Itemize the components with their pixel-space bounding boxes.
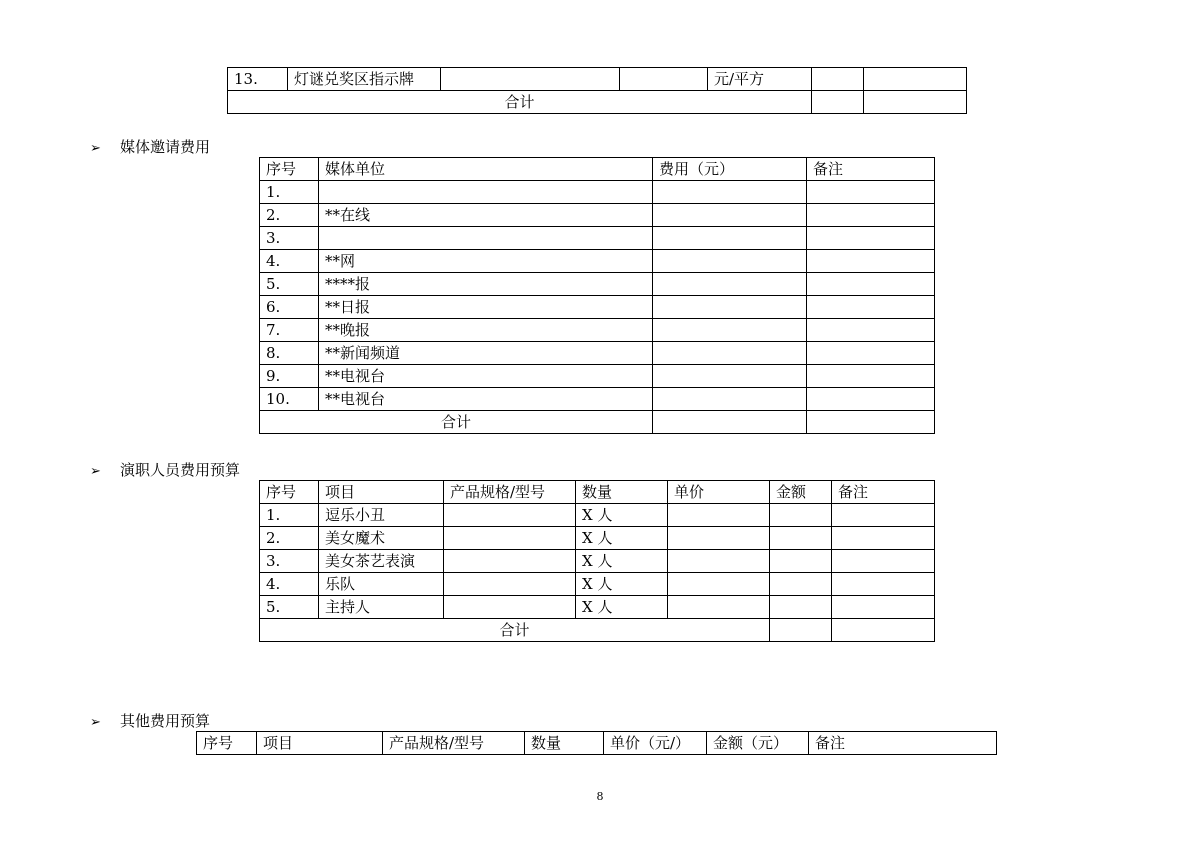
row-number: 2. <box>260 527 319 550</box>
row-number: 3. <box>260 227 319 250</box>
media-unit-cell: ****报 <box>319 273 653 296</box>
row-number: 2. <box>260 204 319 227</box>
row-number: 10. <box>260 388 319 411</box>
column-header: 媒体单位 <box>319 158 653 181</box>
other-budget-table <box>196 731 997 755</box>
column-header: 数量 <box>576 481 668 504</box>
note-cell <box>807 250 935 273</box>
item-cell: 主持人 <box>319 596 444 619</box>
media-unit-cell: **网 <box>319 250 653 273</box>
amount-cell <box>812 68 864 91</box>
total-amount-cell <box>770 619 832 642</box>
other-heading-text: 其他费用预算 <box>120 712 211 730</box>
row-number: 8. <box>260 342 319 365</box>
row-number: 1. <box>260 181 319 204</box>
table-row <box>260 365 935 388</box>
media-unit-cell: **电视台 <box>319 365 653 388</box>
media-unit-cell: **在线 <box>319 204 653 227</box>
column-header: 序号 <box>260 158 319 181</box>
total-note-cell <box>832 619 935 642</box>
amount-cell <box>770 596 832 619</box>
table-row <box>260 250 935 273</box>
total-label: 合计 <box>228 91 812 114</box>
row-number: 6. <box>260 296 319 319</box>
qty-cell: X 人 <box>576 596 668 619</box>
table-header-row <box>197 732 997 755</box>
note-cell <box>832 527 935 550</box>
spec-cell <box>444 573 576 596</box>
column-header: 序号 <box>260 481 319 504</box>
spec-cell <box>444 527 576 550</box>
top-budget-table <box>227 67 967 114</box>
table-row <box>260 296 935 319</box>
note-cell <box>832 550 935 573</box>
arrow-bullet-icon: ➢ <box>90 141 101 156</box>
media-invitation-table <box>259 157 935 434</box>
fee-cell <box>653 342 807 365</box>
media-unit-cell: **晚报 <box>319 319 653 342</box>
spec-cell <box>444 504 576 527</box>
table-row <box>228 68 967 91</box>
column-header: 备注 <box>832 481 935 504</box>
column-header: 序号 <box>197 732 257 755</box>
fee-cell <box>653 296 807 319</box>
note-cell <box>832 596 935 619</box>
column-header: 项目 <box>319 481 444 504</box>
note-cell <box>807 388 935 411</box>
column-header: 单价 <box>668 481 770 504</box>
page-number: 8 <box>596 790 604 803</box>
note-cell <box>864 68 967 91</box>
note-cell <box>807 204 935 227</box>
item-cell: 灯谜兑奖区指示牌 <box>288 68 441 91</box>
row-number: 7. <box>260 319 319 342</box>
total-row <box>260 411 935 434</box>
item-cell: 乐队 <box>319 573 444 596</box>
amount-cell <box>770 573 832 596</box>
media-unit-cell <box>319 181 653 204</box>
table-header-row <box>260 481 935 504</box>
note-cell <box>807 342 935 365</box>
note-cell <box>807 319 935 342</box>
note-cell <box>807 365 935 388</box>
qty-cell: X 人 <box>576 573 668 596</box>
total-amount-cell <box>812 91 864 114</box>
fee-cell <box>653 365 807 388</box>
table-row <box>260 550 935 573</box>
total-row <box>228 91 967 114</box>
column-header: 备注 <box>809 732 997 755</box>
table-row <box>260 573 935 596</box>
note-cell <box>807 273 935 296</box>
qty-cell: X 人 <box>576 550 668 573</box>
media-unit-cell: **电视台 <box>319 388 653 411</box>
item-cell: 美女魔术 <box>319 527 444 550</box>
row-number: 3. <box>260 550 319 573</box>
fee-cell <box>653 250 807 273</box>
total-note-cell <box>864 91 967 114</box>
column-header: 单价（元/） <box>604 732 707 755</box>
spec-cell <box>444 596 576 619</box>
table-row <box>260 319 935 342</box>
row-number: 13. <box>228 68 288 91</box>
fee-cell <box>653 181 807 204</box>
unit-price-cell <box>668 596 770 619</box>
note-cell <box>807 227 935 250</box>
unit-price-cell: 元/平方 <box>708 68 812 91</box>
table-row <box>260 527 935 550</box>
performer-section-heading <box>90 460 240 482</box>
note-cell <box>832 573 935 596</box>
media-heading-text: 媒体邀请费用 <box>120 138 211 156</box>
row-number: 5. <box>260 596 319 619</box>
media-unit-cell <box>319 227 653 250</box>
unit-price-cell <box>668 550 770 573</box>
spec-cell <box>444 550 576 573</box>
arrow-bullet-icon: ➢ <box>90 715 101 730</box>
column-header: 金额 <box>770 481 832 504</box>
row-number: 9. <box>260 365 319 388</box>
qty-cell <box>620 68 708 91</box>
table-row <box>260 596 935 619</box>
table-row <box>260 342 935 365</box>
row-number: 4. <box>260 573 319 596</box>
amount-cell <box>770 550 832 573</box>
unit-price-cell <box>668 504 770 527</box>
performer-budget-table <box>259 480 935 642</box>
unit-price-cell <box>668 527 770 550</box>
qty-cell: X 人 <box>576 504 668 527</box>
qty-cell: X 人 <box>576 527 668 550</box>
unit-price-cell <box>668 573 770 596</box>
note-cell <box>807 296 935 319</box>
fee-cell <box>653 388 807 411</box>
fee-cell <box>653 319 807 342</box>
other-section-heading <box>90 711 210 733</box>
column-header: 产品规格/型号 <box>444 481 576 504</box>
column-header: 金额（元） <box>707 732 809 755</box>
column-header: 产品规格/型号 <box>383 732 525 755</box>
column-header: 数量 <box>525 732 604 755</box>
table-row <box>260 204 935 227</box>
table-row <box>260 504 935 527</box>
amount-cell <box>770 504 832 527</box>
column-header: 费用（元） <box>653 158 807 181</box>
table-row <box>260 388 935 411</box>
total-label: 合计 <box>260 411 653 434</box>
spec-cell <box>441 68 620 91</box>
column-header: 项目 <box>257 732 383 755</box>
amount-cell <box>770 527 832 550</box>
row-number: 4. <box>260 250 319 273</box>
table-row <box>260 227 935 250</box>
total-label: 合计 <box>260 619 770 642</box>
fee-cell <box>653 227 807 250</box>
total-fee-cell <box>653 411 807 434</box>
row-number: 1. <box>260 504 319 527</box>
item-cell: 美女茶艺表演 <box>319 550 444 573</box>
note-cell <box>832 504 935 527</box>
table-row <box>260 181 935 204</box>
media-section-heading <box>90 137 210 159</box>
fee-cell <box>653 273 807 296</box>
note-cell <box>807 181 935 204</box>
performer-heading-text: 演职人员费用预算 <box>120 461 241 479</box>
item-cell: 逗乐小丑 <box>319 504 444 527</box>
total-row <box>260 619 935 642</box>
row-number: 5. <box>260 273 319 296</box>
media-unit-cell: **日报 <box>319 296 653 319</box>
total-note-cell <box>807 411 935 434</box>
column-header: 备注 <box>807 158 935 181</box>
arrow-bullet-icon: ➢ <box>90 464 101 479</box>
table-row <box>260 273 935 296</box>
table-header-row <box>260 158 935 181</box>
media-unit-cell: **新闻频道 <box>319 342 653 365</box>
fee-cell <box>653 204 807 227</box>
